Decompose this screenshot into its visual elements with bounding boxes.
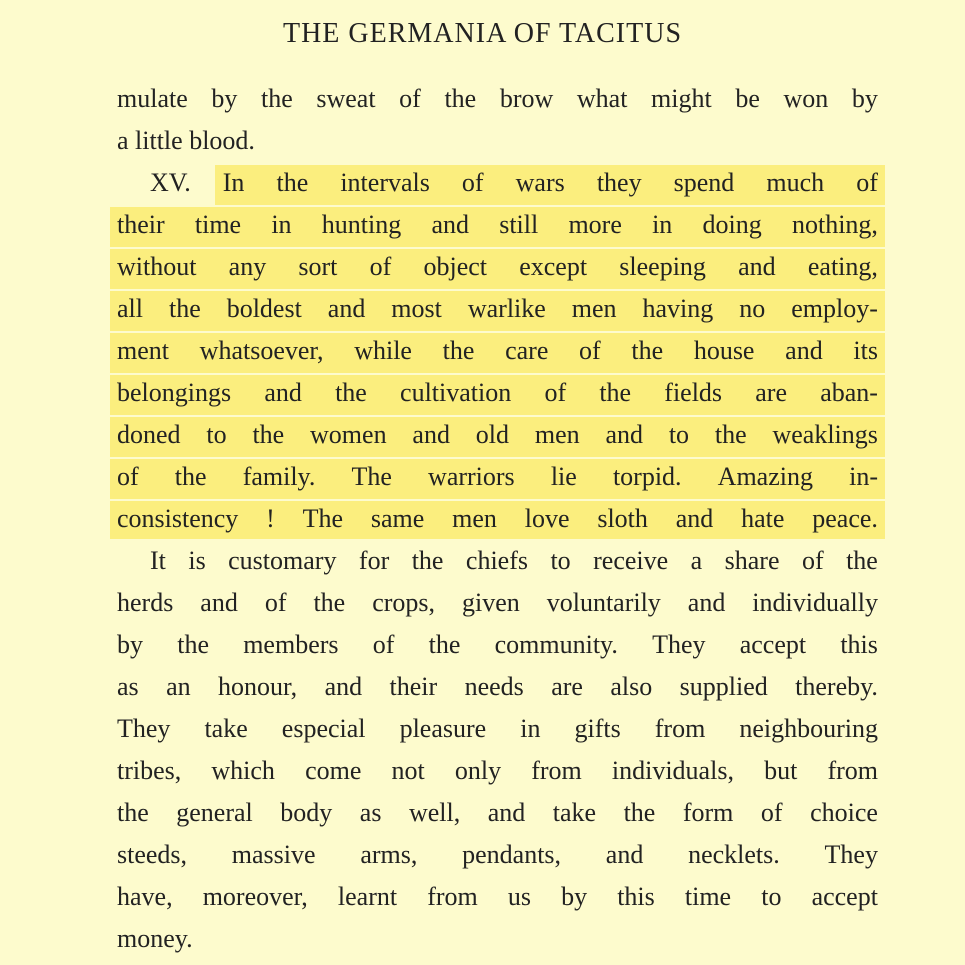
- text-line: the general body as well, and take the form of choice: [117, 798, 878, 827]
- text-line: consistency ! The same men love sloth and hate peace.: [117, 504, 878, 533]
- chapter-heading-line: XV. In the intervals of wars they spend much of: [150, 168, 878, 197]
- text-line: of the family. The warriors lie torpid. Amazing in-: [117, 462, 878, 491]
- text-line: It is customary for the chiefs to receive a share of the: [150, 546, 878, 575]
- text-line: herds and of the crops, given voluntarily and individually: [117, 588, 878, 617]
- text-line: without any sort of object except sleeping and eating,: [117, 252, 878, 281]
- text-line: steeds, massive arms, pendants, and necklets. They: [117, 840, 878, 869]
- text-line: all the boldest and most warlike men having no employ-: [117, 294, 878, 323]
- text-line: ment whatsoever, while the care of the house and its: [117, 336, 878, 365]
- text-line: money.: [117, 924, 193, 953]
- running-head: THE GERMANIA OF TACITUS: [282, 18, 683, 49]
- text-line: tribes, which come not only from individuals, but from: [117, 756, 878, 785]
- text-line: belongings and the cultivation of the fields are aban-: [117, 378, 878, 407]
- text-line: doned to the women and old men and to the weaklings: [117, 420, 878, 449]
- text-line: mulate by the sweat of the brow what might be won by: [117, 84, 878, 113]
- text-line: as an honour, and their needs are also supplied thereby.: [117, 672, 878, 701]
- text-line: have, moreover, learnt from us by this time to accept: [117, 882, 878, 911]
- text-line: a little blood.: [117, 126, 255, 155]
- text-line: They take especial pleasure in gifts from neighbouring: [117, 714, 878, 743]
- text-line: their time in hunting and still more in doing nothing,: [117, 210, 878, 239]
- text-line: by the members of the community. They accept this: [117, 630, 878, 659]
